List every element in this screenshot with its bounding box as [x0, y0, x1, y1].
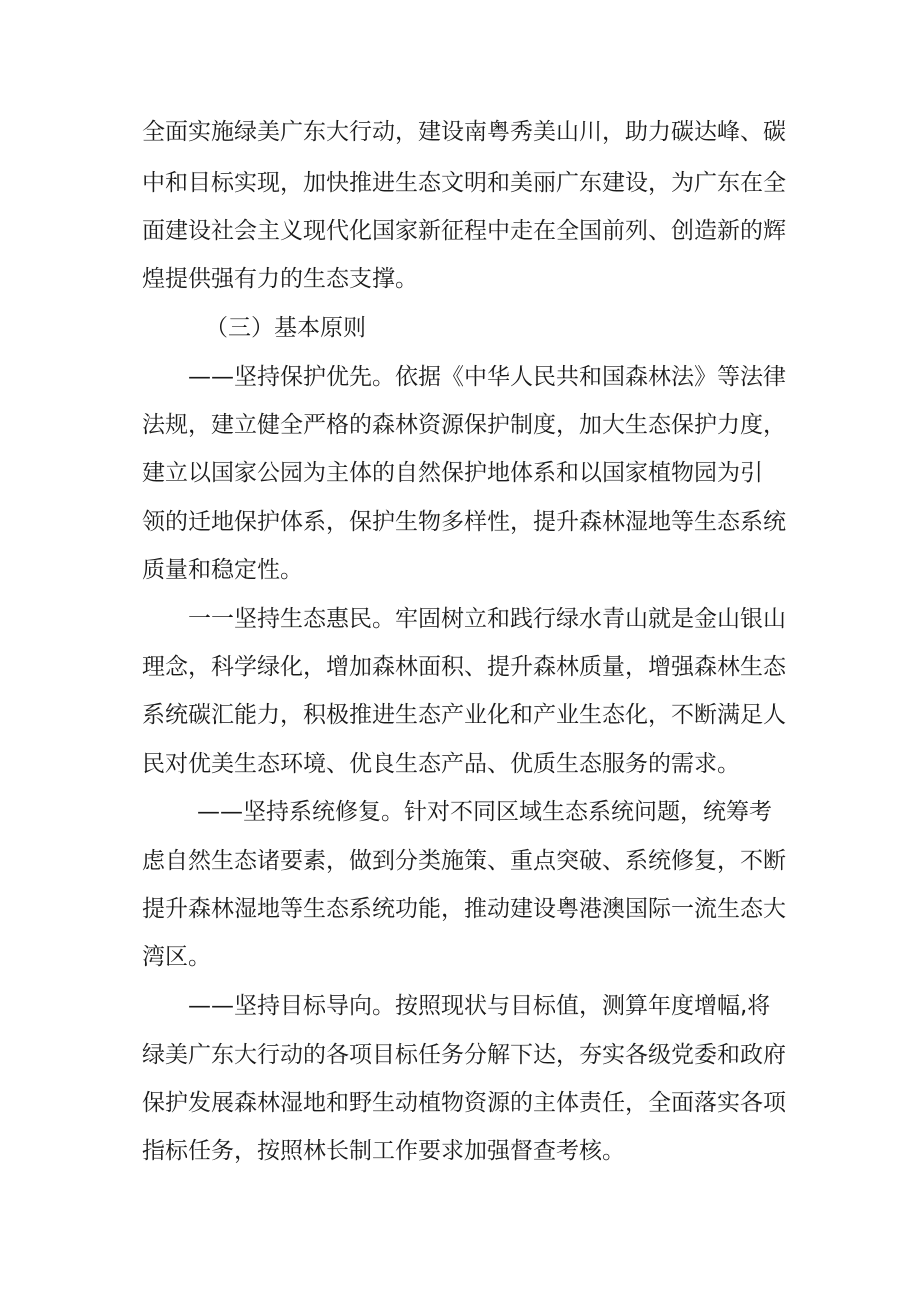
text-line: 法规，建立健全严格的森林资源保护制度，加大生态保护力度，	[142, 412, 786, 438]
text-line: 虑自然生态诸要素，做到分类施策、重点突破、系统修复，不断	[142, 848, 786, 874]
text-line: ——坚持目标导向。按照现状与目标值，测算年度增幅,将	[188, 993, 771, 1019]
text-line: 系统碳汇能力，积极推进生态产业化和产业生态化，不断满足人	[142, 702, 786, 728]
text-line: 煌提供强有力的生态支撑。	[142, 266, 418, 292]
text-line: ——坚持系统修复。针对不同区域生态系统问题，统筹考	[197, 799, 772, 825]
text-line: 质量和稳定性。	[142, 557, 303, 583]
text-line: 指标任务，按照林长制工作要求加强督查考核。	[142, 1138, 625, 1164]
text-line: 面建设社会主义现代化国家新征程中走在全国前列、创造新的辉	[142, 218, 786, 244]
text-line: 绿美广东大行动的各项目标任务分解下达，夯实各级党委和政府	[142, 1042, 786, 1068]
text-line: 提升森林湿地等生态系统功能，推动建设粤港澳国际一流生态大	[142, 896, 786, 922]
text-line: 建立以国家公园为主体的自然保护地体系和以国家植物园为引	[142, 460, 763, 486]
section-heading: （三）基本原则	[205, 315, 366, 341]
text-line: 领的迁地保护体系，保护生物多样性，提升森林湿地等生态系统	[142, 509, 786, 535]
text-line: 保护发展森林湿地和野生动植物资源的主体责任，全面落实各项	[142, 1090, 786, 1116]
text-line: 中和目标实现，加快推进生态文明和美丽广东建设，为广东在全	[142, 170, 786, 196]
text-line: 一一坚持生态惠民。牢固树立和践行绿水青山就是金山银山	[188, 606, 786, 632]
text-line: ——坚持保护优先。依据《中华人民共和国森林法》等法律	[188, 364, 786, 390]
text-line: 湾区。	[142, 944, 211, 970]
text-line: 民对优美生态环境、优良生态产品、优质生态服务的需求。	[142, 751, 740, 777]
text-line: 全面实施绿美广东大行动，建设南粤秀美山川，助力碳达峰、碳	[142, 119, 786, 145]
text-line: 理念，科学绿化，增加森林面积、提升森林质量，增强森林生态	[142, 654, 786, 680]
